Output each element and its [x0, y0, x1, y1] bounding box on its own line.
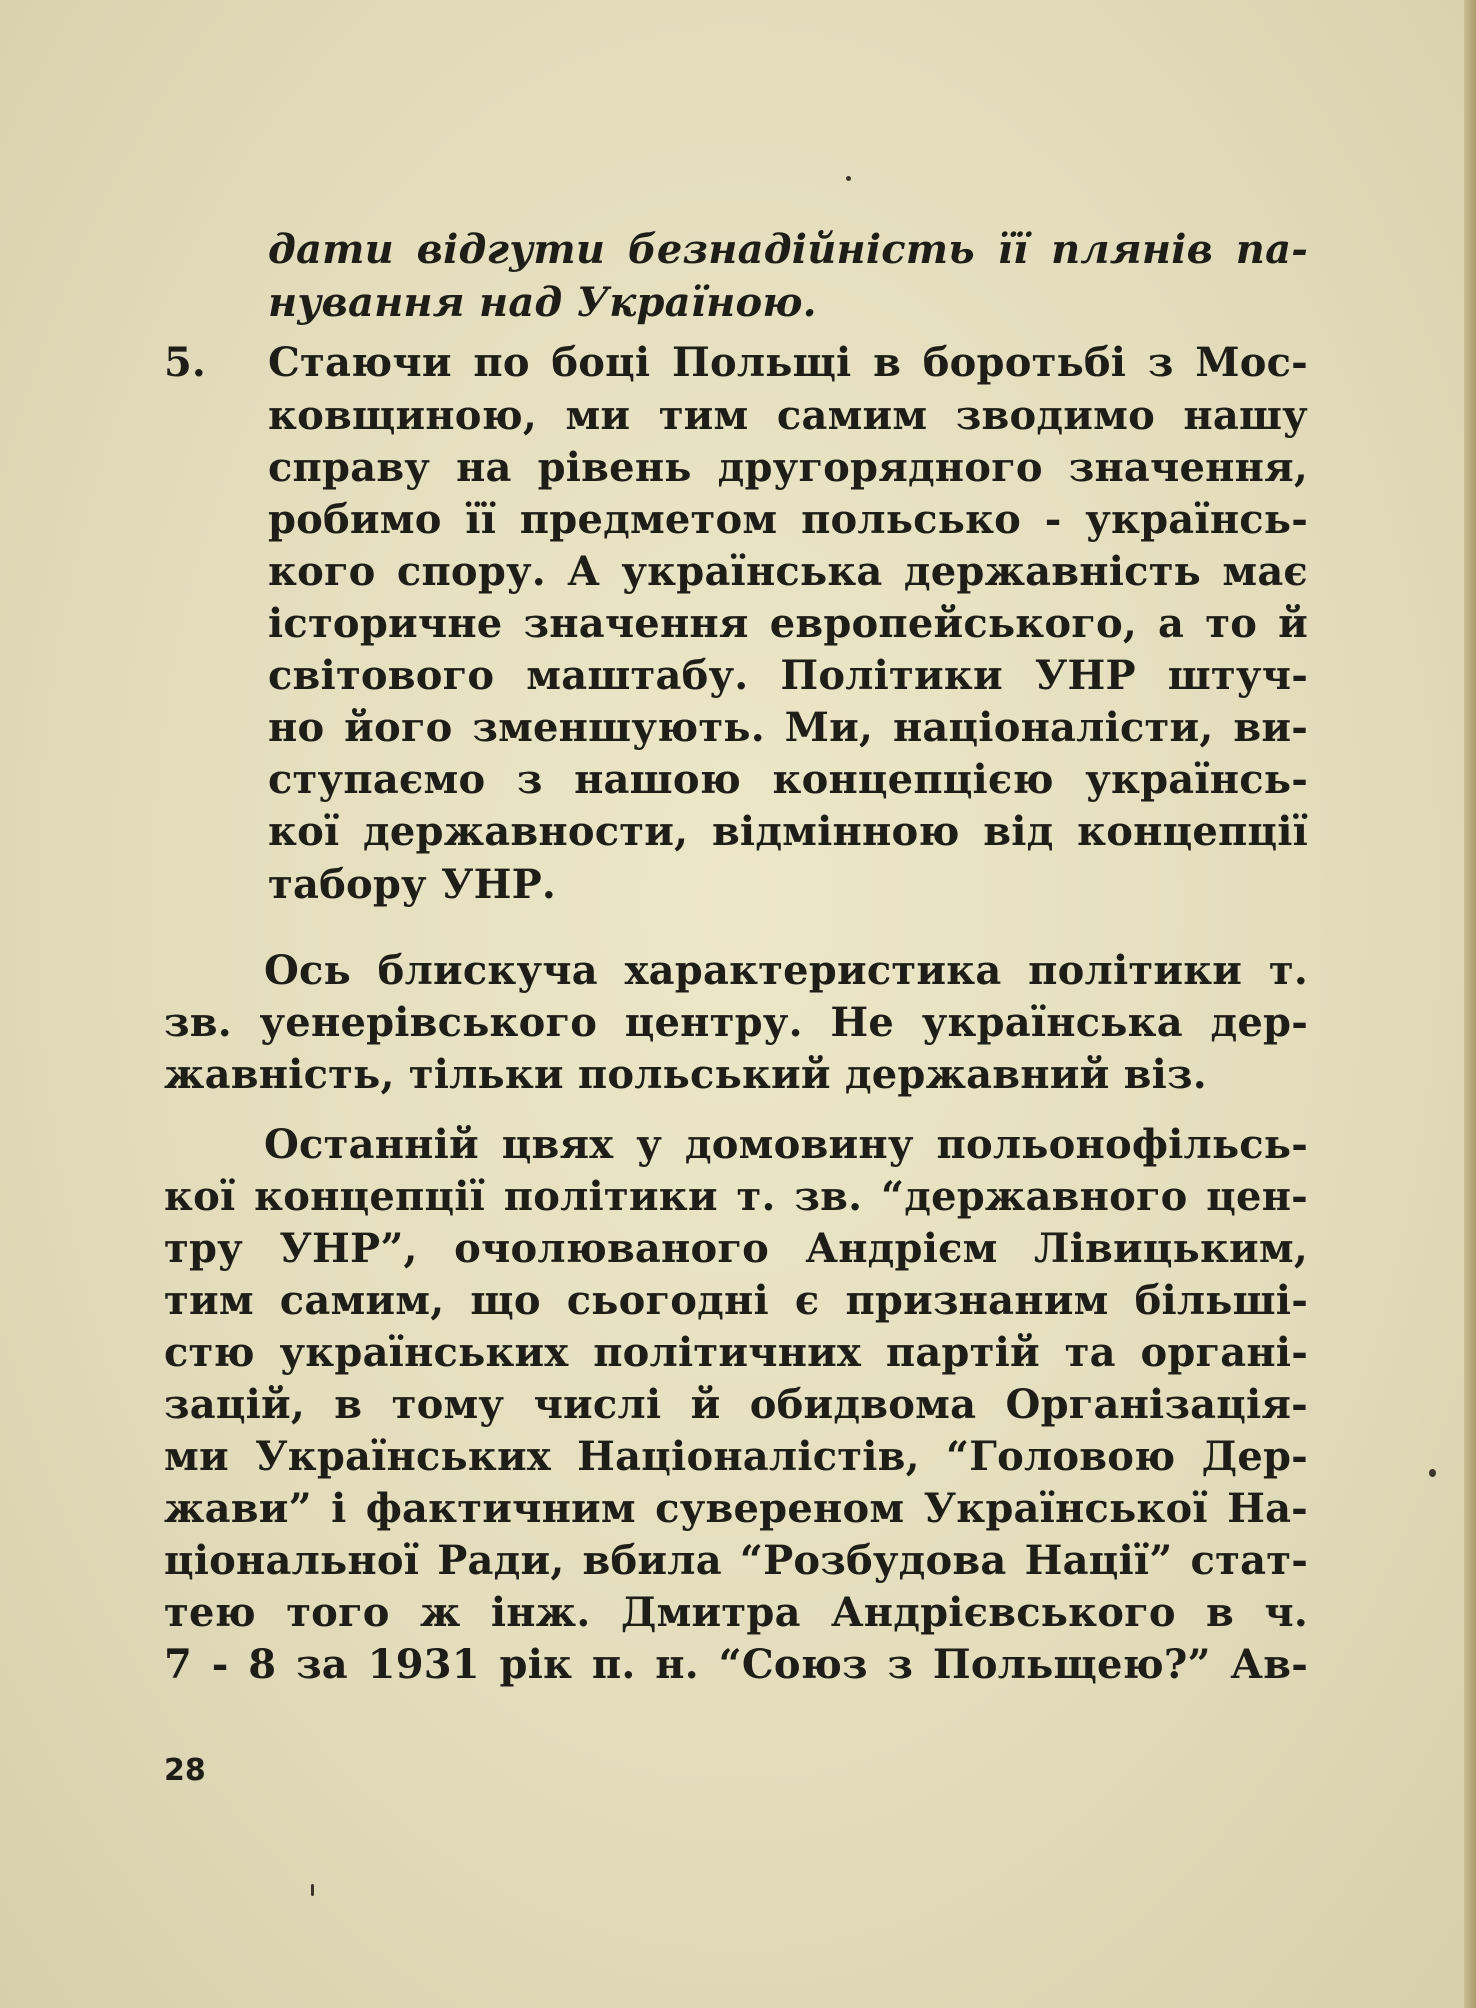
- text-line: тим самим, що сьогодні є признаним більші-: [164, 1277, 1308, 1324]
- text-line: Останній цвях у домовину польонофільсь-: [264, 1121, 1308, 1168]
- text-line: нування над Україною.: [268, 279, 817, 326]
- text-line: стю українських політичних партій та органі-: [164, 1329, 1308, 1376]
- text-line: ковщиною, ми тим самим зводимо нашу: [268, 392, 1308, 439]
- text-line: Стаючи по боці Польщі в боротьбі з Мос-: [268, 339, 1308, 386]
- text-line: ми Українських Націоналістів, “Головою Дер-: [164, 1433, 1308, 1480]
- text-line: 7 - 8 за 1931 рік п. н. “Союз з Польщею?” Ав-: [164, 1641, 1308, 1688]
- text-line: зацій, в тому числі й обидвома Організація-: [164, 1381, 1308, 1428]
- list-item-number: 5.: [164, 339, 206, 386]
- text-line: зв. уенерівського центру. Не українська дер-: [164, 999, 1308, 1046]
- text-line: жави” і фактичним сувереном Української На-: [164, 1485, 1308, 1532]
- text-line: робимо її предметом польсько - українсь-: [268, 496, 1308, 543]
- text-line: тру УНР”, очолюваного Андрієм Лівицьким,: [164, 1225, 1308, 1272]
- page-number: 28: [164, 1753, 206, 1788]
- page-edge: [1464, 0, 1476, 2008]
- text-line: жавність, тільки польський державний віз.: [164, 1051, 1207, 1098]
- paper-speck: [311, 1884, 314, 1896]
- paper-speck: [1429, 1469, 1436, 1477]
- text-line: Ось блискуча характеристика політики т.: [264, 947, 1308, 994]
- text-line: кої концепції політики т. зв. “державного цен-: [164, 1173, 1308, 1220]
- text-line: кого спору. А українська державність має: [268, 548, 1308, 595]
- text-line: но його зменшують. Ми, націоналісти, ви-: [268, 704, 1308, 751]
- text-line: табору УНР.: [268, 861, 557, 908]
- text-line: ступаємо з нашою концепцією українсь-: [268, 756, 1308, 803]
- text-line: дати відгути безнадійність її плянів па-: [268, 226, 1308, 273]
- text-line: справу на рівень другорядного значення,: [268, 444, 1308, 491]
- text-line: історичне значення европейського, а то й: [268, 600, 1308, 647]
- text-line: тею того ж інж. Дмитра Андрієвського в ч.: [164, 1589, 1308, 1636]
- paper-speck: [846, 176, 851, 181]
- text-line: кої державности, відмінною від концепції: [268, 808, 1308, 855]
- text-line: ціональної Ради, вбила “Розбудова Нації” стат-: [164, 1537, 1308, 1584]
- text-line: світового маштабу. Політики УНР штуч-: [268, 652, 1308, 699]
